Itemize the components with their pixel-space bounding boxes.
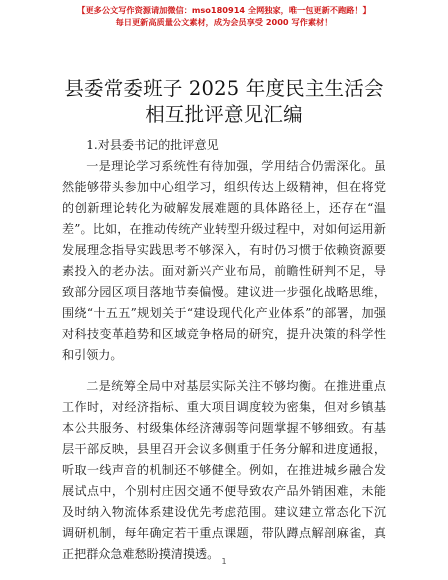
paragraph-2: 二是统筹全局中对基层实际关注不够均衡。在推进重点工作时，对经济指标、重大项目调度较为密集，但对乡镇基本公共服务、村级集体经济薄弱等问题掌握不够细致。有基层干部反映，县里召开会议多侧重于任务分解和进度通报，听取一线声音的机制还不够健全。例如，在推进城乡融合发展试点中，个别村庄因交通不便导致农产品外销困难，未能及时纳入物流体系建设优先考虑范围。建议建立常态化下沉调研机制，每年确定若干重点课题，带队蹲点解剖麻雀，真正把群众急难愁盼摸清摸透。: [62, 379, 386, 561]
paragraph-1: 一是理论学习系统性有待加强，学用结合仍需深化。虽然能够带头参加中心组学习，组织传达上级精神，但在将党的创新理论转化为破解发展难题的具体路径上，还存在“温差”。比如，在推动传统产业转型升级过程中，对如何运用新发展理念指导实践思考不够深入，有时仍习惯于依赖资源要素投入的老办法。面对新兴产业布局，前瞻性研判不足，导致部分园区项目落地节奏偏慢。建议进一步强化战略思维，围绕“十五五”规划关于“建设现代化产业体系”的部署，加强对科技变革趋势和区域竞争格局的研究，提升决策的科学性和引领力。: [62, 159, 386, 362]
promo-banner: [0, 4, 448, 28]
document-title: 县委常委班子 2025 年度民主生活会相互批评意见汇编: [64, 77, 384, 126]
page-number: 1: [221, 557, 227, 566]
promo-banner-line-2: 每日更新高质量公文素材，成为会员享受 2000 写作素材！: [115, 17, 333, 27]
document-body: [62, 135, 386, 565]
section-heading: 1.对县委书记的批评意见: [86, 138, 219, 152]
promo-banner-line-1: 【更多公文写作资源请加微信：mso180914 全网独家，唯一包更新不跑路！】: [77, 5, 371, 15]
